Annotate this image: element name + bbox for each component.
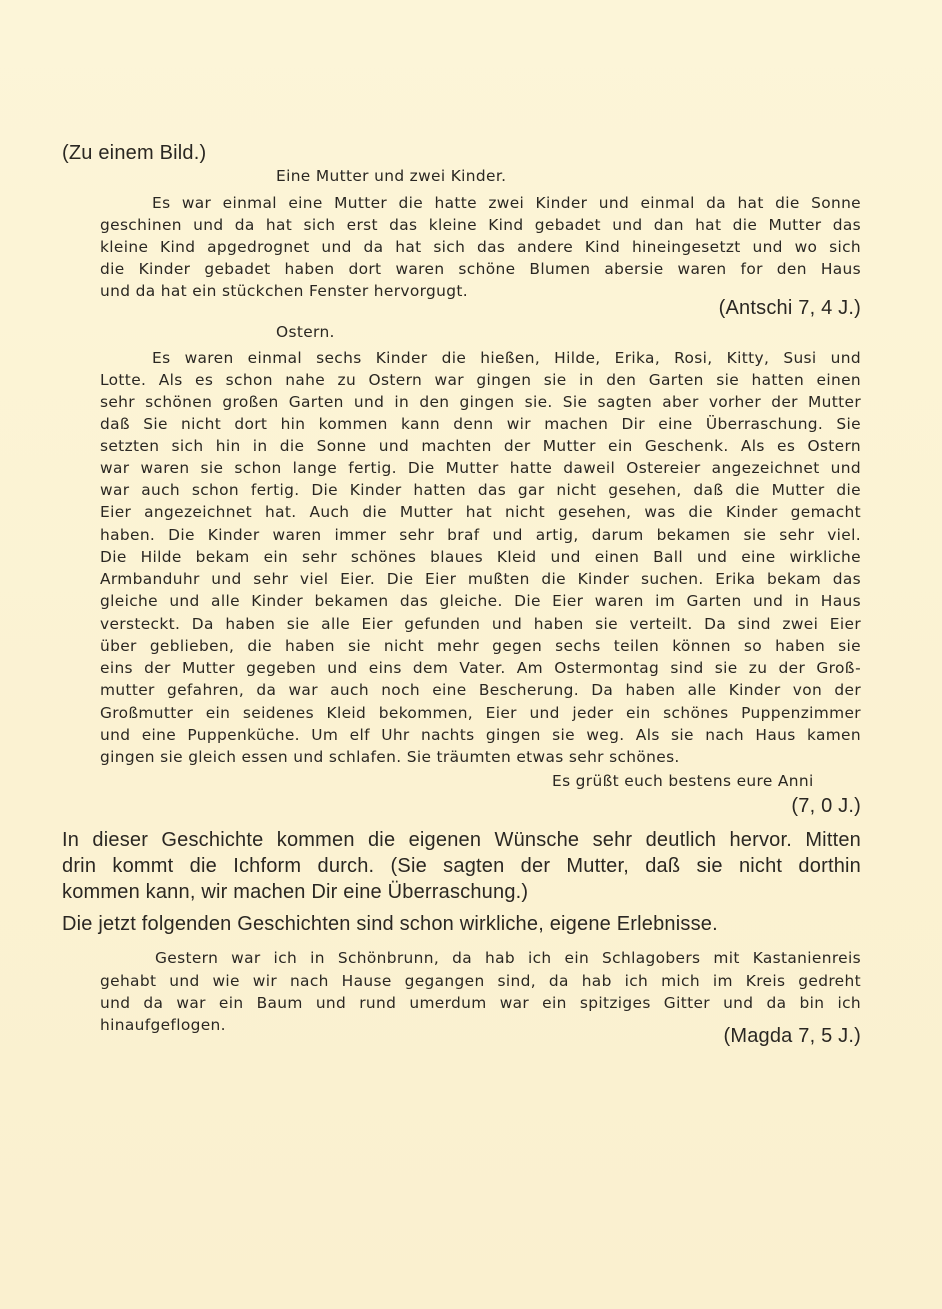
- commentary-line: drin kommt die Ichform durch. (Sie sagten der Mutter, daß sie nicht dorthin: [62, 855, 861, 877]
- story-line: war auch schon fertig. Die Kinder hatten das gar nicht gesehen, daß die Mutter die: [100, 481, 861, 499]
- story-title: Eine Mutter und zwei Kinder.: [276, 167, 507, 185]
- story-line: gingen sie gleich essen und schlafen. Sie träumten etwas sehr schönes.: [100, 748, 680, 766]
- commentary-intro: Die jetzt folgenden Geschichten sind schon wirkliche, eigene Erlebnisse.: [62, 913, 718, 935]
- story-line: mutter gefahren, da war auch noch eine Bescherung. Da haben alle Kinder von der: [100, 681, 861, 699]
- story-line: über geblieben, die haben sie nicht mehr gegen sechs teilen können so haben sie: [100, 637, 861, 655]
- story-line: haben. Die Kinder waren immer sehr braf und artig, darum bekamen sie sehr viel.: [100, 526, 861, 544]
- story-line: setzten sich hin in die Sonne und machten der Mutter ein Geschenk. Als es Ostern: [100, 437, 861, 455]
- story-line: gleiche und alle Kinder bekamen das gleiche. Die Eier waren im Garten und in Haus: [100, 592, 861, 610]
- story-line: und eine Puppenküche. Um elf Uhr nachts gingen sie weg. Als sie nach Haus kamen: [100, 726, 861, 744]
- story-line: gehabt und wie wir nach Hause gegangen sind, da hab ich mich im Kreis gedreht: [100, 972, 861, 990]
- story-line: Lotte. Als es schon nahe zu Ostern war gingen sie in den Garten sie hatten einen: [100, 371, 861, 389]
- story-line: Gestern war ich in Schönbrunn, da hab ich ein Schlagobers mit Kastanienreis: [155, 949, 861, 967]
- story-line: kleine Kind apgedrognet und da hat sich das andere Kind hineingesetzt und wo sich: [100, 238, 861, 256]
- author-signature: (Antschi 7, 4 J.): [718, 297, 861, 319]
- story-line: die Kinder gebadet haben dort waren schöne Blumen abersie waren for den Haus: [100, 260, 861, 278]
- story-line: war waren sie schon lange fertig. Die Mutter hatte daweil Ostereier angezeichnet und: [100, 459, 861, 477]
- story-line: Armbanduhr und sehr viel Eier. Die Eier mußten die Kinder suchen. Erika bekam das: [100, 570, 861, 588]
- story-line: daß Sie nicht dort hin kommen kann denn wir machen Dir eine Überraschung. Sie: [100, 415, 861, 433]
- story-line: sehr schönen großen Garten und in den gingen sie. Sie sagten aber vorher der Mutter: [100, 393, 861, 411]
- story-line: Großmutter ein seidenes Kleid bekommen, Eier und jeder ein schönes Puppenzimmer: [100, 704, 861, 722]
- story-line: und da war ein Baum und rund umerdum war ein spitziges Gitter und da bin ich: [100, 994, 861, 1012]
- commentary-line: kommen kann, wir machen Dir eine Überraschung.): [62, 881, 529, 903]
- story-line: Es war einmal eine Mutter die hatte zwei Kinder und einmal da hat die Sonne: [152, 194, 861, 212]
- story-line: versteckt. Da haben sie alle Eier gefunden und haben sie verteilt. Da sind zwei Eier: [100, 615, 861, 633]
- story-line: geschinen und da hat sich erst das kleine Kind gebadet und dan hat die Mutter das: [100, 216, 861, 234]
- story-line: eins der Mutter gegeben und eins dem Vater. Am Ostermontag sind sie zu der Groß-: [100, 659, 861, 677]
- story-line: und da hat ein stückchen Fenster hervorgugt.: [100, 282, 469, 300]
- story-title: Ostern.: [276, 323, 335, 341]
- story-line: Die Hilde bekam ein sehr schönes blaues Kleid und einen Ball und eine wirkliche: [100, 548, 861, 566]
- story-line: Es waren einmal sechs Kinder die hießen, Hilde, Erika, Rosi, Kitty, Susi und: [152, 349, 861, 367]
- story-line: Eier angezeichnet hat. Auch die Mutter hat nicht gesehen, was die Kinder gemacht: [100, 503, 861, 521]
- section-heading: (Zu einem Bild.): [62, 142, 207, 164]
- author-signature: (7, 0 J.): [791, 795, 861, 817]
- commentary-line: In dieser Geschichte kommen die eigenen Wünsche sehr deutlich hervor. Mitten: [62, 829, 861, 851]
- greeting-line: Es grüßt euch bestens eure Anni: [552, 772, 814, 790]
- story-line: hinaufgeflogen.: [100, 1016, 226, 1034]
- author-signature: (Magda 7, 5 J.): [723, 1025, 861, 1047]
